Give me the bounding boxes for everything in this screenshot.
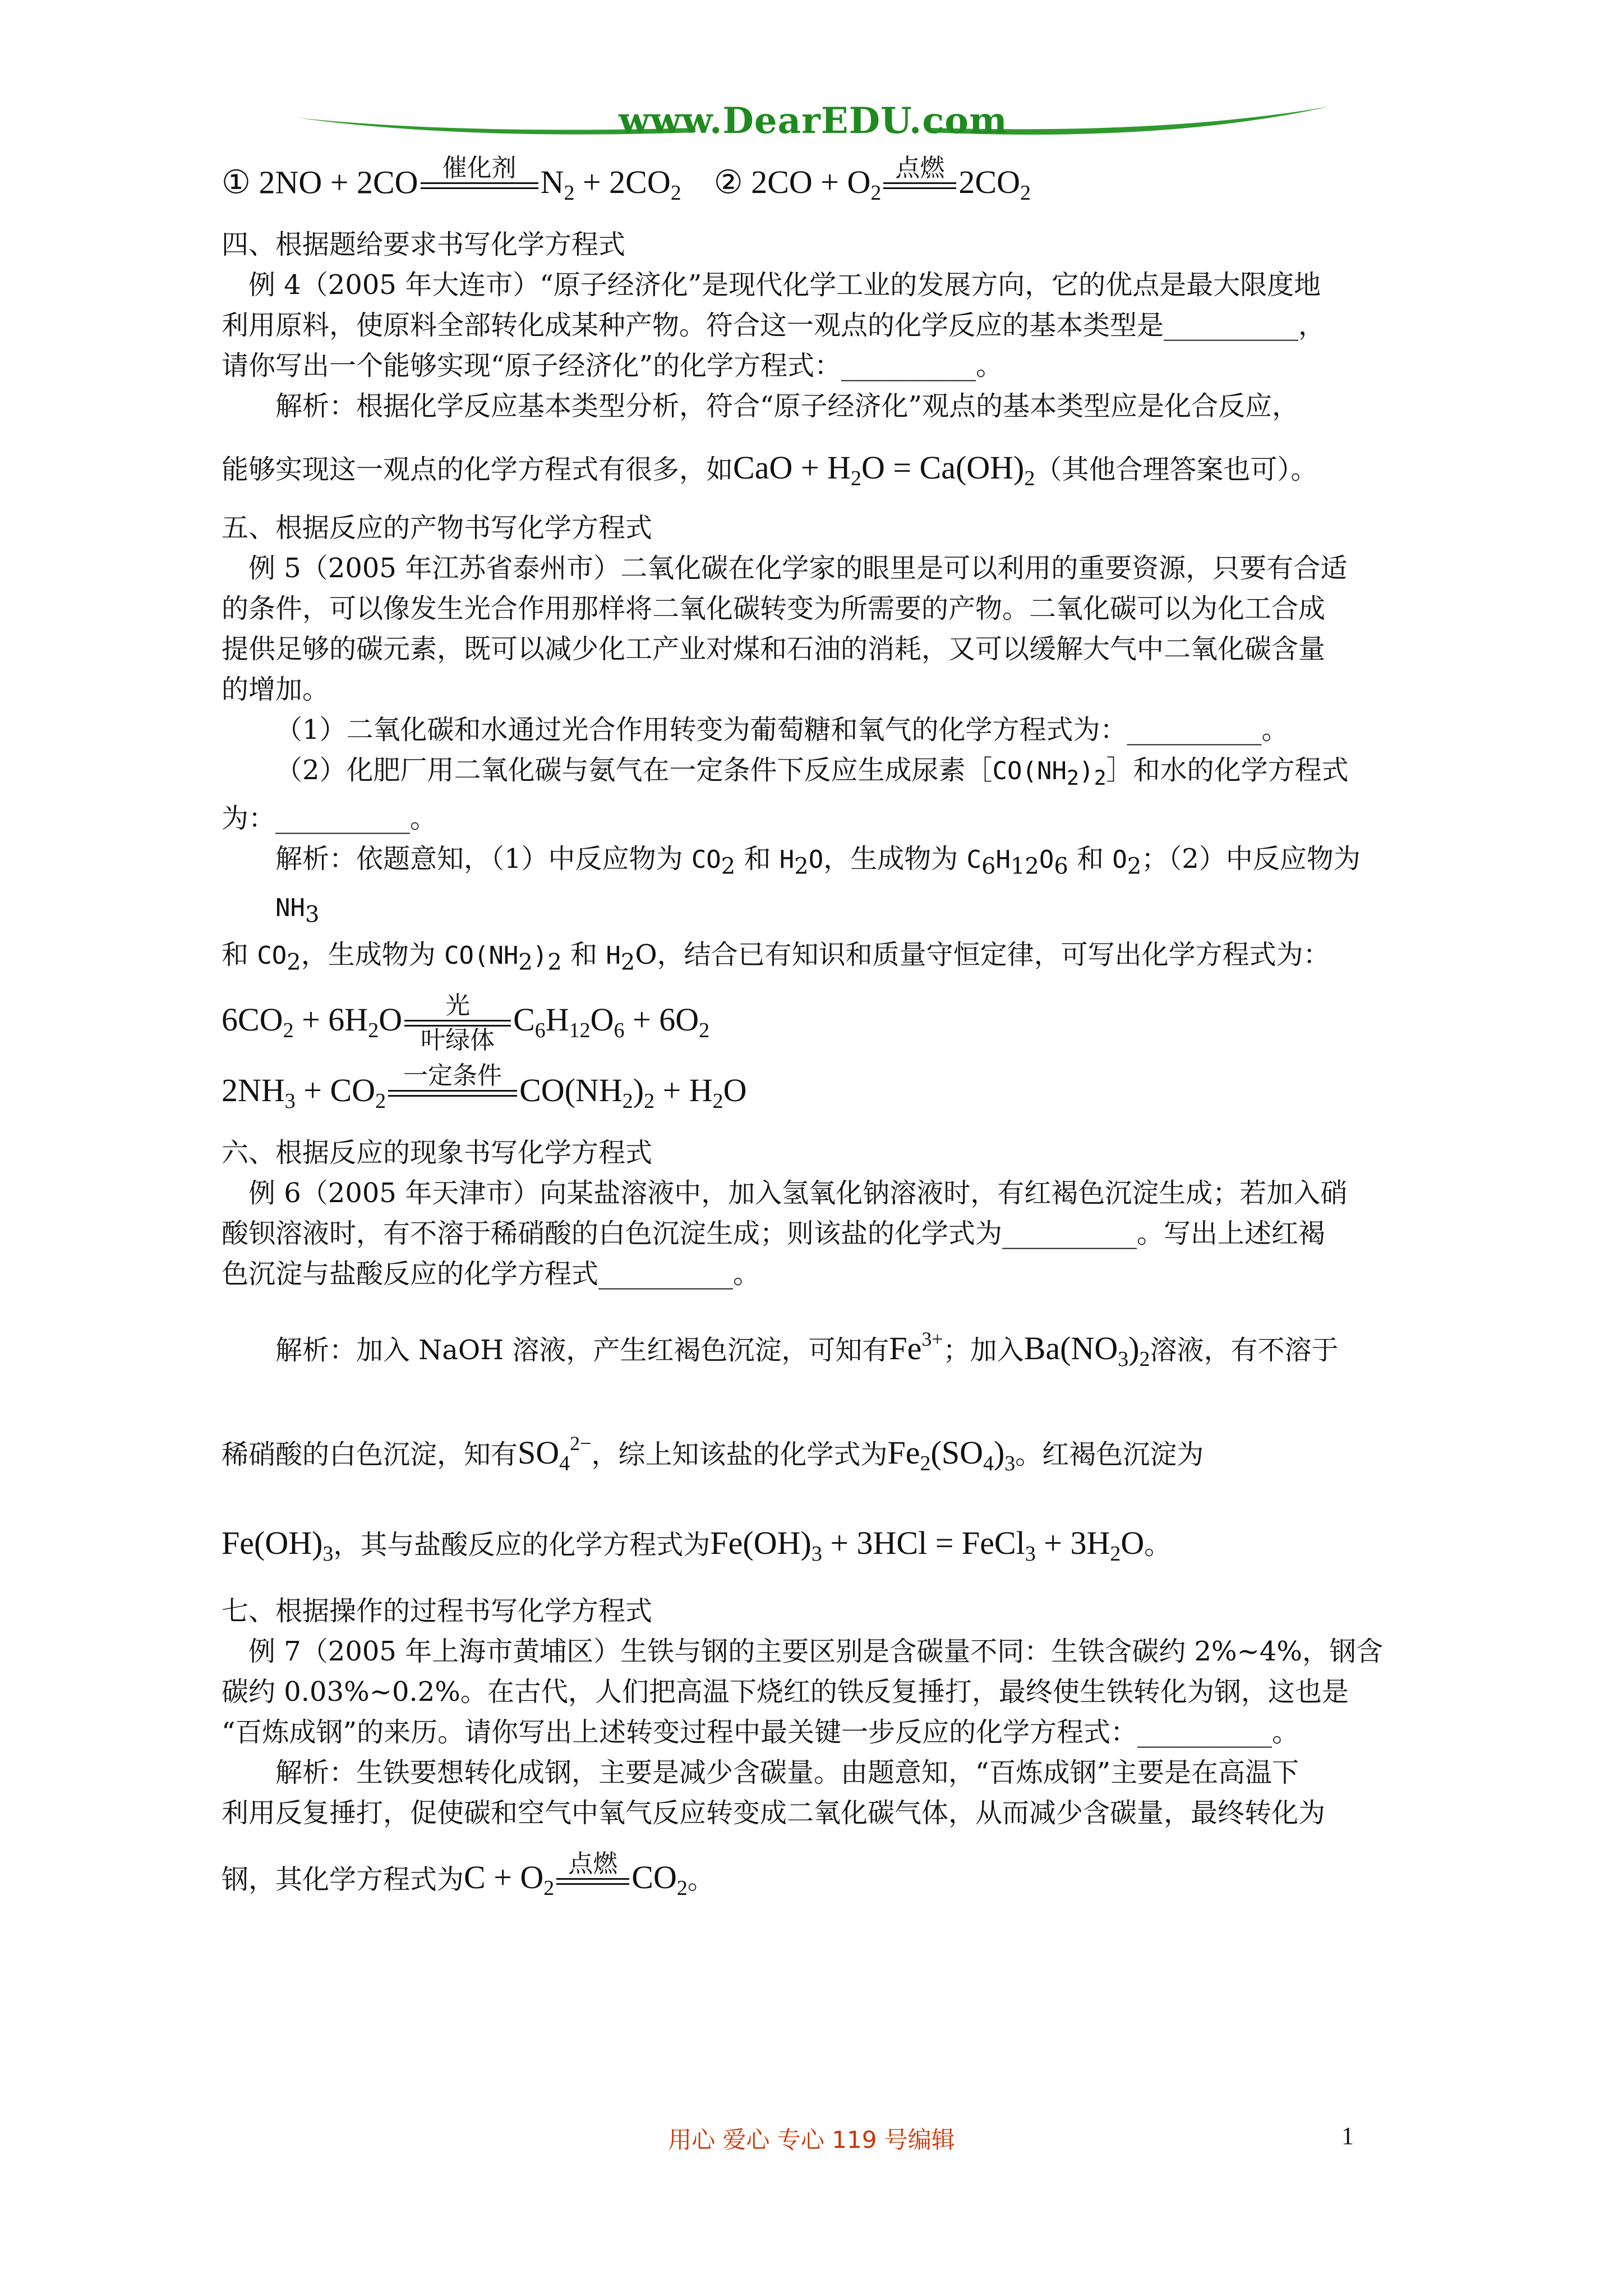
site-header — [292, 95, 1335, 146]
circled-number-2: ② — [713, 164, 743, 201]
equation: O — [723, 1071, 747, 1108]
eq2-product: 2CO — [958, 164, 1020, 201]
paragraph: 利用反复捶打，促使碳和空气中氧气反应转变成二氧化碳气体，从而减少含碳量，最终转化为 — [222, 1797, 1326, 1829]
formula: CO(NH — [444, 941, 519, 970]
formula: Fe — [889, 1329, 922, 1366]
formula: H — [779, 845, 795, 875]
text: 和 — [735, 843, 780, 875]
text: 稀硝酸的白色沉淀，知有 — [222, 1438, 518, 1470]
equation: O — [379, 1001, 403, 1038]
paragraph: 解析：加入 NaOH 溶液，产生红褐色沉淀，可知有$Fe^{3+}$；加入$Ba(NO_3)_2$溶液，有不溶于 — [275, 1327, 1339, 1371]
equation: Fe(OH) — [710, 1524, 811, 1561]
text: 。 — [687, 1864, 714, 1895]
text: 。 — [1144, 1529, 1172, 1561]
paragraph: 碳约 0.03%~0.2%。在古代，人们把高温下烧红的铁反复捶打，最终使生铁转化为钢，这也是 — [222, 1676, 1349, 1708]
section-title-7: 七、根据操作的过程书写化学方程式 — [222, 1595, 653, 1627]
paragraph: 提供足够的碳元素，既可以减少化工产业对煤和石油的消耗，又可以缓解大气中二氧化碳含量 — [222, 633, 1326, 665]
eq2-reactants: 2CO + O — [751, 164, 871, 201]
paragraph: 稀硝酸的白色沉淀，知有$SO_4^{2-}$，综上知该盐的化学式为$Fe_2(SO_4)_3$。红褐色沉淀为 — [222, 1432, 1204, 1475]
text: ；加入 — [943, 1334, 1024, 1366]
text: ；（2）中反应物为 — [1141, 843, 1361, 875]
equation: O — [1121, 1524, 1145, 1561]
question-2: （2）化肥厂用二氧化碳与氨气在一定条件下反应生成尿素$[CO(NH_2)_2]$和水的化学方程式 — [275, 754, 1349, 790]
light-label: 光 — [445, 991, 471, 1020]
site-logo[interactable]: www.DearEDU.com — [619, 100, 1008, 142]
text: 能够实现这一观点的化学方程式有很多，如 — [222, 454, 734, 486]
formula: CO(NH — [992, 757, 1067, 786]
text: 溶液，有不溶于 — [1150, 1334, 1339, 1366]
formula: SO — [518, 1434, 560, 1471]
paragraph: 解析：根据化学反应基本类型分析，符合“原子经济化”观点的基本类型应是化合反应， — [275, 390, 1299, 422]
equation: C — [513, 1001, 535, 1038]
section-title-6: 六、根据反应的现象书写化学方程式 — [222, 1137, 653, 1168]
formula: ) — [1079, 757, 1094, 786]
condition-label: 一定条件 — [403, 1061, 502, 1091]
formula: CO — [691, 845, 721, 875]
text: ，生成物为 — [823, 843, 967, 875]
text: O，结合已有知识和质量守恒定律，可写出化学方程式为： — [635, 939, 1330, 971]
equation-photosynthesis: $6CO_2 + 6H_2O$ 光 叶绿体 $C_6H_{12}O_6 + 6O_2$ — [222, 991, 710, 1055]
section-title-4: 四、根据题给要求书写化学方程式 — [222, 229, 626, 261]
paragraph: 色沉淀与盐酸反应的化学方程式__________。 — [222, 1258, 760, 1290]
paragraph: 例 4（2005 年大连市）“原子经济化”是现代化学工业的发展方向，它的优点是最大限度地 — [248, 269, 1321, 301]
circled-number-1: ① — [222, 164, 251, 201]
page-footer: 用心 爱心 专心 119 号编辑 — [668, 2126, 955, 2154]
equation: CO — [631, 1859, 677, 1896]
chlorophyll-label: 叶绿体 — [421, 1025, 495, 1055]
equation: C + O — [464, 1859, 544, 1896]
equation: + 3H — [1035, 1524, 1110, 1561]
formula: ) — [1128, 1329, 1140, 1366]
reaction-condition — [388, 1062, 517, 1125]
equation-line-1: ① 2NO + 2CO 催化剂 $N_2 + 2CO_2$ ② $2CO + O_2$ 点燃 $2CO_2$ — [222, 154, 1405, 219]
equation: + H — [654, 1071, 713, 1108]
text: 钢，其化学方程式为 — [222, 1864, 464, 1895]
paragraph: 的条件，可以像发生光合作用那样将二氧化碳转变为所需要的产物。二氧化碳可以为化工合成 — [222, 593, 1326, 625]
text: 和 — [222, 939, 257, 971]
text: 和 — [1068, 843, 1113, 875]
charge: 3+ — [921, 1327, 943, 1350]
text: 解析：依题意知，（1）中反应物为 — [275, 843, 691, 875]
paragraph: 为：__________。 — [222, 803, 437, 835]
reaction-condition — [883, 154, 956, 217]
equation: O = Ca(OH) — [861, 449, 1025, 486]
paragraph: 例 7（2005 年上海市黄埔区）生铁与钢的主要区别是含碳量不同：生铁含碳约 2%~4%，钢含 — [248, 1635, 1383, 1667]
equation: CO(NH — [519, 1071, 623, 1108]
charge: 2− — [570, 1432, 592, 1455]
equation: 6CO — [222, 1001, 283, 1038]
equation: 2NH — [222, 1071, 285, 1108]
formula: (SO — [930, 1434, 983, 1471]
text: ］和水的化学方程式 — [1106, 754, 1349, 786]
paragraph: 钢，其化学方程式为$C + O_2$ 点燃 $CO_2$。 — [222, 1850, 1405, 1916]
equation: + 3HCl = FeCl — [822, 1524, 1025, 1561]
catalyst-label: 催化剂 — [442, 154, 517, 182]
paragraph: 利用原料，使原料全部转化成某种产物。符合这一观点的化学反应的基本类型是__________， — [222, 310, 1326, 342]
formula: CO — [257, 941, 287, 970]
paragraph: 的增加。 — [222, 674, 330, 706]
equation-urea: $2NH_3 + CO_2$ 一定条件 $CO(NH_2)_2 + H_2O$ — [222, 1062, 1405, 1126]
formula: H — [606, 941, 621, 970]
equation: + 6H — [293, 1001, 368, 1038]
paragraph: 和 $CO_2$，生成物为 $CO(NH_2)_2$ 和 $H_2O$，结合已有知识和质量守恒定律，可写出化学方程式为： — [222, 939, 1330, 976]
text: 解析：加入 NaOH 溶液，产生红褐色沉淀，可知有 — [275, 1334, 889, 1366]
ignite-label: 点燃 — [895, 154, 945, 182]
text: ，生成物为 — [301, 939, 444, 971]
document-body — [222, 154, 1405, 1915]
eq1-product-n: N — [540, 164, 564, 201]
formula: ) — [993, 1434, 1005, 1471]
reaction-condition — [556, 1850, 629, 1913]
text: ，其与盐酸反应的化学方程式为 — [333, 1529, 711, 1561]
paragraph: 酸钡溶液时，有不溶于稀硝酸的白色沉淀生成；则该盐的化学式为__________。写出上述红褐 — [222, 1217, 1326, 1249]
formula: C — [966, 845, 981, 875]
text: （2）化肥厂用二氧化碳与氨气在一定条件下反应生成尿素［ — [275, 754, 993, 786]
reaction-condition — [421, 154, 538, 217]
page-number: 1 — [1341, 2122, 1354, 2150]
formula: O — [1112, 845, 1127, 875]
formula: Fe — [887, 1434, 920, 1471]
eq1-reactants: 2NO + 2CO — [259, 164, 418, 201]
formula: Fe(OH) — [222, 1524, 323, 1561]
equation: CaO + H — [733, 449, 851, 486]
text: 。红褐色沉淀为 — [1015, 1438, 1204, 1470]
equation: + 6O — [624, 1001, 699, 1038]
equation: ) — [633, 1071, 644, 1108]
paragraph: 解析：生铁要想转化成钢，主要是减少含碳量。由题意知，“百炼成钢”主要是在高温下 — [275, 1756, 1299, 1788]
ignite-label: 点燃 — [568, 1849, 618, 1878]
text: 和 — [561, 939, 606, 971]
paragraph: 请你写出一个能够实现“原子经济化”的化学方程式：__________。 — [222, 350, 1003, 382]
formula: Ba(NO — [1023, 1329, 1118, 1366]
paragraph: 解析：依题意知，（1）中反应物为 $CO_2$ 和 $H_2O$，生成物为 $C_6H_{12}O_6$ 和 $O_2$；（2）中反应物为 $NH_3$ — [275, 843, 1361, 928]
section-title-5: 五、根据反应的产物书写化学方程式 — [222, 512, 653, 544]
paragraph: 例 5（2005 年江苏省泰州市）二氧化碳在化学家的眼里是可以利用的重要资源，只要有合适 — [248, 553, 1348, 585]
formula: NH — [275, 893, 305, 922]
text: ，综上知该盐的化学式为 — [591, 1438, 888, 1470]
question-1: （1）二氧化碳和水通过光合作用转变为葡萄糖和氧气的化学方程式为：__________。 — [275, 714, 1289, 746]
text: （其他合理答案也可）。 — [1035, 454, 1318, 486]
paragraph: 例 6（2005 年天津市）向某盐溶液中，加入氢氧化钠溶液时，有红褐色沉淀生成；若加入硝 — [248, 1177, 1348, 1209]
equation: + CO — [295, 1071, 376, 1108]
reaction-condition — [404, 992, 511, 1055]
paragraph: 能够实现这一观点的化学方程式有很多，如CaO + $H_2O = Ca(OH)_2$（其他合理答案也可）。 — [222, 449, 1318, 491]
paragraph: “百炼成钢”的来历。请你写出上述转变过程中最关键一步反应的化学方程式：__________。 — [222, 1716, 1299, 1748]
eq1-product-co2: + 2CO — [574, 164, 671, 201]
paragraph: $Fe(OH)_3$，其与盐酸反应的化学方程式为$Fe(OH)_3 + 3HCl$ = FeCl$_3$ + $3H_2O$。 — [222, 1524, 1172, 1566]
